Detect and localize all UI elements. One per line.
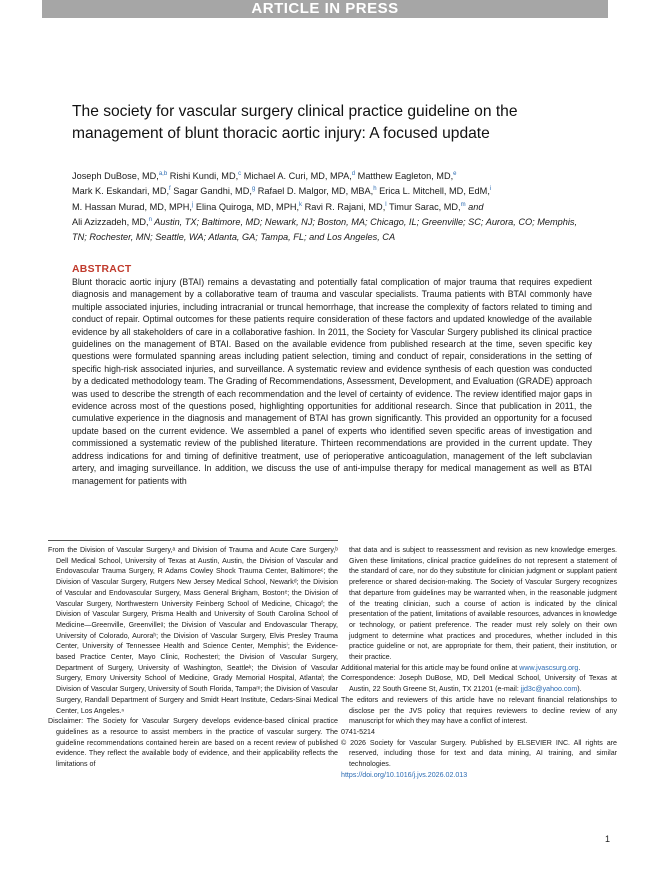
doi-link[interactable]: https://doi.org/10.1016/j.jvs.2026.02.013 — [341, 770, 468, 779]
author-1[interactable]: Rishi Kundi, MD,$^c$ — [167, 170, 242, 181]
additional-material-note: Additional material for this article may be found online at www.jvascsurg.org. — [341, 663, 581, 672]
conflict-of-interest-note: The editors and reviewers of this article have no relevant financial relationships to disclose per the JVS policy that requires reviewers to decline review of any manuscript for which they may have a conflict of interest. — [341, 695, 617, 726]
affiliation-ref[interactable]: i — [489, 186, 492, 193]
article-title: The society for vascular surgery clinical practice guideline on the management of blunt thoracic aortic injury: A focused update — [72, 103, 518, 142]
author-2[interactable]: Michael A. Curi, MD, MPA,$^d$ — [241, 170, 356, 181]
page-number: 1 — [605, 834, 611, 844]
author-6[interactable]: Rafael D. Malgor, MD, MBA,$^h$ — [255, 186, 377, 197]
issn: 0741-5214 — [341, 727, 375, 736]
author-last[interactable]: Ali Azizzadeh, MD,$^n$ — [72, 216, 152, 227]
affiliation-ref[interactable]: h — [373, 186, 377, 193]
footnotes-left-column — [48, 545, 338, 770]
author-3[interactable]: Matthew Eagleton, MD,$^e$ — [355, 170, 457, 181]
email-link[interactable]: jjd3c@yahoo.com — [520, 685, 578, 694]
affiliation-ref[interactable]: n — [148, 216, 152, 223]
article-in-press-banner: ARTICLE IN PRESS — [42, 0, 608, 18]
author-11[interactable]: Timur Sarac, MD,$^m$ — [386, 201, 466, 212]
abstract-text: Blunt thoracic aortic injury (BTAI) remains a devastating and potentially fatal complication of major trauma that requires expedient diagnosis and management by a collaborative team of trauma and vascular specialists. Trauma patients with BTAI commonly have multiple associated injuries, including intracranial or truncal hemorrhage, that increase the complexity of factors related to timing and conduct of repair. Optimal outcomes for these patients require consideration of these factors and updated knowledge of the available evidence by all stakeholders of care in a collaborative fashion. In 2011, the Society for Vascular Surgery published its clinical practice guidelines on the management of BTAI. Based on the available evidence from published research at the time, seven specific key questions were formulated spanning areas including patient selection, timing and conduct of repair, considerations in the setting of specific high-risk associated injuries, and surveillance. A systematic review and evidence synthesis of each question was conducted by a dedicated methodology team. The Grading of Recommendations, Assessment, Development, and Evaluation (GRADE) approach was used to describe the strength of each recommendation and the level of certainty of evidence. The review identified major gaps in evidence across most of the questions posed, highlighting opportunities for additional research. Since that publication in 2011, the cumulative experience in the diagnosis and management of BTAI has grown significantly. This provided an opportunity for a focused update based on the current evidence. We assembled a panel of experts who identified seven specific areas of investigation and commissioned a systematic review of the published literature. Thirteen recommendations are provided in the current update. They address indications for and timing of definitive treatment, use of perioperative anticoagulation, management of the left subclavian artery, and imaging surveillance. In addition, we discuss the use of anti-impulse therapy for medical management as well as BTAI management for patients with — [72, 277, 592, 486]
correspondence-note: Correspondence: Joseph DuBose, MD, Dell Medical School, University of Texas at Austin, 22 South Greene St, Austin, TX 21201 (e-mail: jjd3c@yahoo.com). — [341, 674, 617, 694]
affiliations-footnote: From the Division of Vascular Surgery,ᵃ and Division of Trauma and Acute Care Surgery,ᵇ Dell Medical School, University of Texas at Austin, Austin, the Division of Vascular and Endovascular Trauma Surgery, R Adams Cowley Shock Trauma Center, Baltimoreᶜ; the Division of Vascular Surgery, Rutgers New Jersey Medical School, Newarkᵈ; the Division of Vascular and Endovascular Surgery, Mass General Brigham, Bostonᵉ; the Division of Vascular Surgery, Northwestern University Feinberg School of Medicine, Chicagoᶠ; the Division of Vascular Surgery, Prisma Health and University of South Carolina School of Medicine—Greenville, Greenvilleᵍ; the Division of Vascular and Endovascular Therapy, University of Colorado, Auroraʰ; the Division of Vascular Surgery, Elvis Presley Trauma Center, University of Tennessee Health and Science Center, Memphisⁱ; the Evidence-based Practice Center, Mayo Clinic, Rochesterʲ; the Division of Vascular Surgery, Department of Surgery, University of Washington, Seattleᵏ; the Division of Vascular Surgery, Emory University School of Medicine, Grady Memorial Hospital, Atlantaˡ; the Division of Vascular Surgery, University of South Florida, Tampaᵐ; the Division of Vascular Surgery, Randall Department of Surgery and Smidt Heart Institute, Cedars-Sinai Medical Center, Los Angeles.ⁿ — [48, 546, 338, 715]
abstract-heading: ABSTRACT — [72, 264, 132, 275]
author-locations: Austin, TX; Baltimore, MD; Newark, NJ; Boston, MA; Chicago, IL; Greenville; SC; Aurora, CO; Memphis, TN; Rochester, MN; Seattle, WA; Atlanta, GA; Tampa, FL; and Los Angeles, CA — [72, 216, 578, 243]
affiliation-ref[interactable]: a,b — [158, 170, 168, 177]
footnotes-right-column — [341, 545, 617, 780]
author-9[interactable]: Elina Quiroga, MD, MPH,$^k$ — [193, 201, 303, 212]
author-4[interactable]: Mark K. Eskandari, MD,$^f$ — [72, 186, 171, 197]
affiliation-ref[interactable]: g — [251, 186, 256, 193]
author-7[interactable]: Erica L. Mitchell, MD, EdM,$^i$ — [376, 186, 492, 197]
affiliation-ref[interactable]: d — [351, 170, 356, 177]
affiliation-ref[interactable]: l — [385, 201, 387, 208]
affiliation-ref[interactable]: k — [299, 201, 303, 208]
footnote-divider — [48, 540, 338, 541]
copyright-notice: © 2026 Society for Vascular Surgery. Published by ELSEVIER INC. All rights are reserved, including those for text and data mining, AI training, and similar technologies. — [341, 738, 617, 769]
author-8[interactable]: M. Hassan Murad, MD, MPH,$^j$ — [72, 201, 194, 212]
affiliation-ref[interactable]: m — [460, 201, 466, 208]
affiliation-ref[interactable]: e — [453, 170, 457, 177]
affiliation-ref[interactable]: j — [191, 201, 194, 208]
author-list — [72, 169, 592, 245]
author-0[interactable]: Joseph DuBose, MD,$^{a,b}$ — [72, 170, 168, 181]
affiliation-ref[interactable]: c — [238, 170, 242, 177]
affiliation-ref[interactable]: f — [169, 186, 171, 193]
author-conjunction: and — [465, 201, 484, 212]
author-10[interactable]: Ravi R. Rajani, MD,$^l$ — [302, 201, 387, 212]
author-5[interactable]: Sagar Gandhi, MD,$^g$ — [170, 186, 256, 197]
journal-website-link[interactable]: www.jvascsurg.org — [519, 663, 579, 672]
disclaimer-footnote: Disclaimer: The Society for Vascular Surgery develops evidence-based clinical practice guidelines as a resource to assist members in the practice of vascular surgery. The guideline recommendations contained herein are based on a recent review of published evidence. They reflect the available body of evidence, and their applicability reflects the limitations of — [48, 717, 338, 769]
disclaimer-continued: that data and is subject to reassessment and revision as new knowledge emerges. Given these limitations, clinical practice guidelines do not represent a statement of the standard of care, nor do they substitute for clinician judgment or supplant patient preference or shared decision-making. The Society of Vascular Surgery recognizes that departure from guidelines may be warranted when, in the reasonable judgment of the treating clinician, such a course of action is indicated by the clinical presentation of the patient, limitations of available resources, advances in knowledge or technology, or patient preference. The reader must rely solely on their own judgment to determine what practices and procedures, whether included in this practice guideline or not, are appropriate for them, their patient, their institution, or their practice. — [349, 546, 617, 662]
